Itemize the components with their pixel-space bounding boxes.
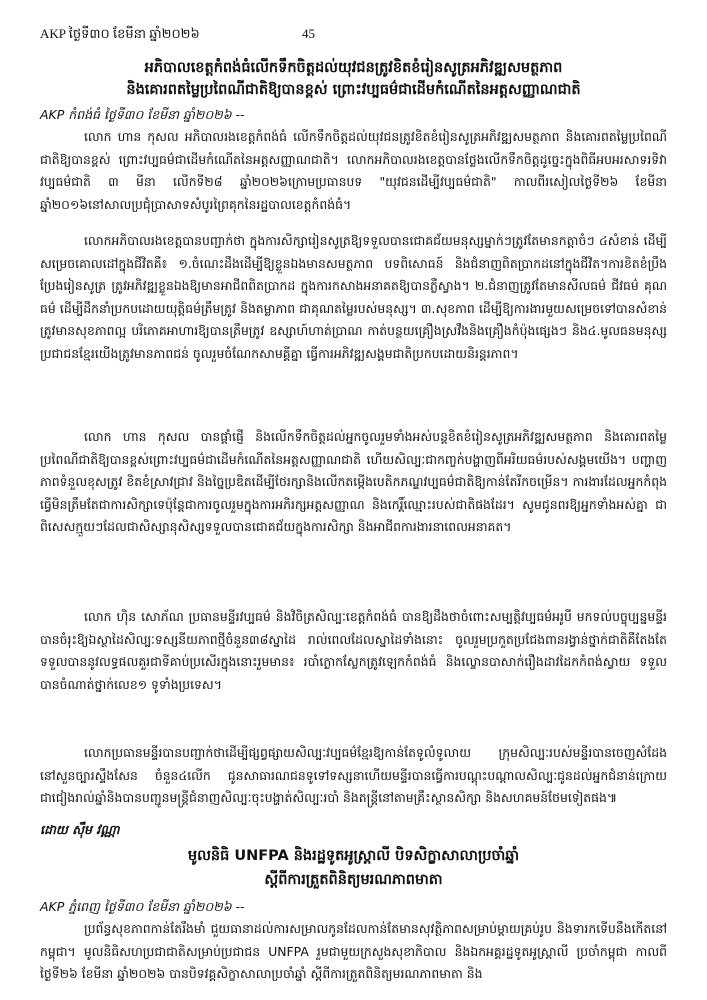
article1-paragraph-4: លោក ហ៊ិន សោភ័ណ ប្រធានមន្ទីរវប្បធម៌ និងវិចិត្រសិល្បៈខេត្តកំពង់ធំ បានឱ្យដឹងថាចំពោះសម្បត្តិវប្បធម៌អរូបី មកទល់បច្ចុប្បន្នមន្ទីរបានចំរុះឱ្យឯស្ថាដៃសិល្បៈទស្សនីយភាពថ្មីចំនួន៣៨ស្នាដៃ រាល់ពេលដែលស្នាដៃទាំងនោះ ចូលរួមប្រកួតប្រជែងពានរង្វាន់ថ្នាក់ជាតិគឺតែងតែទទួលបាននូវលទ្ធផលគួរជាទីគាប់ប្រសើរក្នុងនោះរួមមាន៖ របាំក្ងោកស្លែកត្រូវឡេកកំពង់ធំ និងល្ខោនបាសាក់រឿងដាវដៃកកំពង់ស្វាយ ទទួលបានចំណាត់ថ្នាក់លេខ១ ទូទាំងប្រទេស។: [40, 609, 667, 692]
article1-byline: ដោយ ស៊ឹម វណ្ណា: [40, 822, 120, 837]
page-number: 45: [302, 26, 315, 41]
page-header: [40, 26, 667, 46]
article2-headline-line1: មូលនិធិ UNFPA និងរដ្ឋទូតអូស្ត្រាលី បិទសិក្ខាសាលាប្រចាំឆ្នាំ: [187, 848, 520, 864]
header-date: AKP ថ្ងៃទី៣០ ខែមីនា ឆ្នាំ២០២៦: [40, 26, 200, 41]
article1-paragraph-3: លោក ហាន កុសល បានផ្តាំផ្ញើ និងលើកទឹកចិត្តដល់អ្នកចូលរួមទាំងអស់បន្តខិតខំរៀនសូត្រអភិវឌ្ឍសមត្ថភាព និងគោរពតម្លៃប្រពៃណីជាតិឱ្យបានខ្ពស់ព្រោះវប្បធម៌ជាដើមកំណើតនៃអត្តសញ្ញាណជាតិ ហើយសិល្បៈជាកញ្ចក់បង្ហាញពីអរិយធម៌របស់សង្គមយើង។ បញ្ហាញភាពទំនួលខុសត្រូវ ខិតខំស្រាវជ្រាវ និងច្នៃប្រឌិតដើម្បីថែរក្សានិងលើកតម្កើងបេតិកភណ្ឌវប្បធម៌ជាតិឱ្យកាន់តែរីកចម្រើន។ ការងារដែលអ្នកកំពុងធ្វើមិនត្រឹមតែជាការសិក្សាទេប៉ុន្តែជាការចូលរួមក្នុងការអភិរក្សអត្តសញ្ញាណ និងកេរ្តិ៍ឈ្មោះរបស់ជាតិផងដែរ។ សូមជូនពរឱ្យអ្នកទាំងអស់គ្នា ជាពិសេសក្មួយៗដែលជាសិស្សានុសិស្សទទួលបានជោគជ័យក្នុងការសិក្សា និងអាជីពការងារនាពេលអនាគត។: [40, 429, 667, 534]
article1-paragraph-1: លោក ហាន កុសល អភិបាលរងខេត្តកំពង់ធំ លើកទឹកចិត្តដល់យុវជនត្រូវខិតខំរៀនសូត្រអភិវឌ្ឍសមត្ថភាព និងគោរពតម្លៃប្រពៃណីជាតិឱ្យបានខ្ពស់ ព្រោះវប្បធម៌ជាដើមកំណើតនៃអត្តសញ្ញាណជាតិ។ លោកអភិបាលរងខេត្តបានថ្លែងលើកទឹកចិត្តដូច្នេះក្នុងពិធីអបអរសាទរទិវាវប្បធម៌ជាតិ ៣ មីនា លើកទី២៨ ឆ្នាំ២០២៦ក្រោមប្រធានបទ "យុវជនដើម្បីវប្បធម៌ជាតិ" កាលពីរសៀលថ្ងៃទី២៦ ខែមីនា ឆ្នាំ២០១៦នៅសាលប្រជុំប្រាសាទសំបូរព្រៃគុកនៃរដ្ឋបាលខេត្តកំពង់ធំ។: [40, 129, 667, 212]
article1-headline-line1: អភិបាលខេត្តកំពង់ធំលើកទឹកចិត្តដល់យុវជនត្រូវខិតខំរៀនសូត្រអភិវឌ្ឍសមត្ថភាព: [144, 60, 563, 76]
article2-headline-line2: ស្តីពីការត្រួតពិនិត្យមរណភាពមាតា: [264, 872, 443, 888]
article1-paragraph-2: លោកអភិបាលរងខេត្តបានបញ្ជាក់ថា ក្នុងការសិក្សារៀនសូត្រឱ្យទទួលបានជោគជ័យមនុស្សម្នាក់ៗត្រូវតែមានកត្តាចំៗ ៤សំខាន់ ដើម្បីសម្រេចគោលដៅក្នុងជីវិតគឺ៖ ១.ចំណេះដឹងដើម្បីឱ្យខ្លួនឯងមានសមត្ថភាព បទពិសោធន៍ និងជំនាញពិតប្រាកដនៅក្នុងជីវិត។ការខិតខំប្រឹងប្រែងរៀនសូត្រ ត្រូវអភិវឌ្ឍខ្លួនឯងឱ្យមានអាជីពពិតប្រាកដ ក្នុងការកសាងអនាគតឱ្យបានភ្លឺស្វាង។ ២.ជំនាញត្រូវតែមានសីលធម៌ ជីវធម៌ គុណធម៌ ដើម្បីដឹកនាំប្រកបដោយយុត្តិធម៌ត្រឹមត្រូវ និងតម្លាភាព ជាគុណតម្លៃរបស់មនុស្ស។ ៣.សុខភាព ដើម្បីឱ្យការងារមួយសម្រេចទៅបានសំខាន់ត្រូវមានសុខភាពល្អ បរិភោគអាហារឱ្យបានត្រឹមត្រូវ ឧស្សាហ៍ហាត់ប្រាណ កាត់បន្ថយគ្រឿងស្រវឹងនិងគ្រឿងកំប៉ុងផ្សេងៗ និង៤.មូលធនមនុស្ស ប្រជាជនខ្មែរយើងត្រូវមានភាពជន់ ចូលរួមចំណែកសាមគ្គីគ្នា ធ្វើការអភិវឌ្ឍសង្គមជាតិប្រកបដោយនិរន្តរភាព។: [40, 233, 667, 361]
article1-headline-line2: និងគោរពតម្លៃប្រពៃណីជាតិឱ្យបានខ្ពស់ ព្រោះវប្បធម៌ជាដើមកំណើតនៃអត្តសញ្ញាណជាតិ: [126, 82, 581, 98]
article2-dateline: AKP ភ្នំពេញ ថ្ងៃទី៣០ ខែមីនា ឆ្នាំ២០២៦ --: [40, 899, 245, 914]
article2-paragraph: ប្រព័ន្ធសុខភាពកាន់តែរឹងមាំ ជួយធានាដល់ការសម្រាលកូនដែលកាន់តែមានសុវត្ថិភាពសម្រាប់ម្តាយគ្រប់រូប និងទារកទើបនឹងកើតនៅកម្ពុជា។ មូលនិធិសហប្រជាជាតិសម្រាប់ប្រជាជន UNFPA រួមជាមួយក្រសួងសុខាភិបាល និងឯកអគ្គរដ្ឋទូតអូស្ត្រាលី ប្រចាំកម្ពុជា កាលពីថ្ងៃទី២៦ ខែមីនា ឆ្នាំ២០២៦ បានបិទវគ្គសិក្ខាសាលាប្រចាំឆ្នាំ ស្តីពីការត្រួតពិនិត្យមរណភាពមាតា និង: [40, 921, 667, 981]
article1-paragraph-5: លោកប្រធានមន្ទីរបានបញ្ជាក់ថាដើម្បីផ្សព្វផ្សាយសិល្បៈវប្បធម៌ខ្មែរឱ្យកាន់តែទូលំទូលាយ ក្រុមសិល្បៈរបស់មន្ទីរបានចេញសំដែងនៅសួនច្បារស្ទឹងសែន ចំនួន៤លើក ជូនសាធារណជនទូទៅទស្សនាហើយមន្ទីរបានធ្វើការបណ្តុះបណ្តាលសិល្បៈជូនដល់អ្នកជំនាន់ក្រោយជាជៀងរាល់ឆ្នាំនិងបានបញ្ជូនមន្ត្រីជំនាញសិល្បៈចុះបង្ហាត់សិល្បៈរបាំ និងតន្ត្រីនៅតាមគ្រឹះស្ថានសិក្សា និងសហគមន៍ថែមទៀតផង៕: [40, 745, 667, 805]
article1-dateline: AKP កំពង់ធំ ថ្ងៃទី៣០ ខែមីនា ឆ្នាំ២០២៦ --: [40, 107, 245, 122]
